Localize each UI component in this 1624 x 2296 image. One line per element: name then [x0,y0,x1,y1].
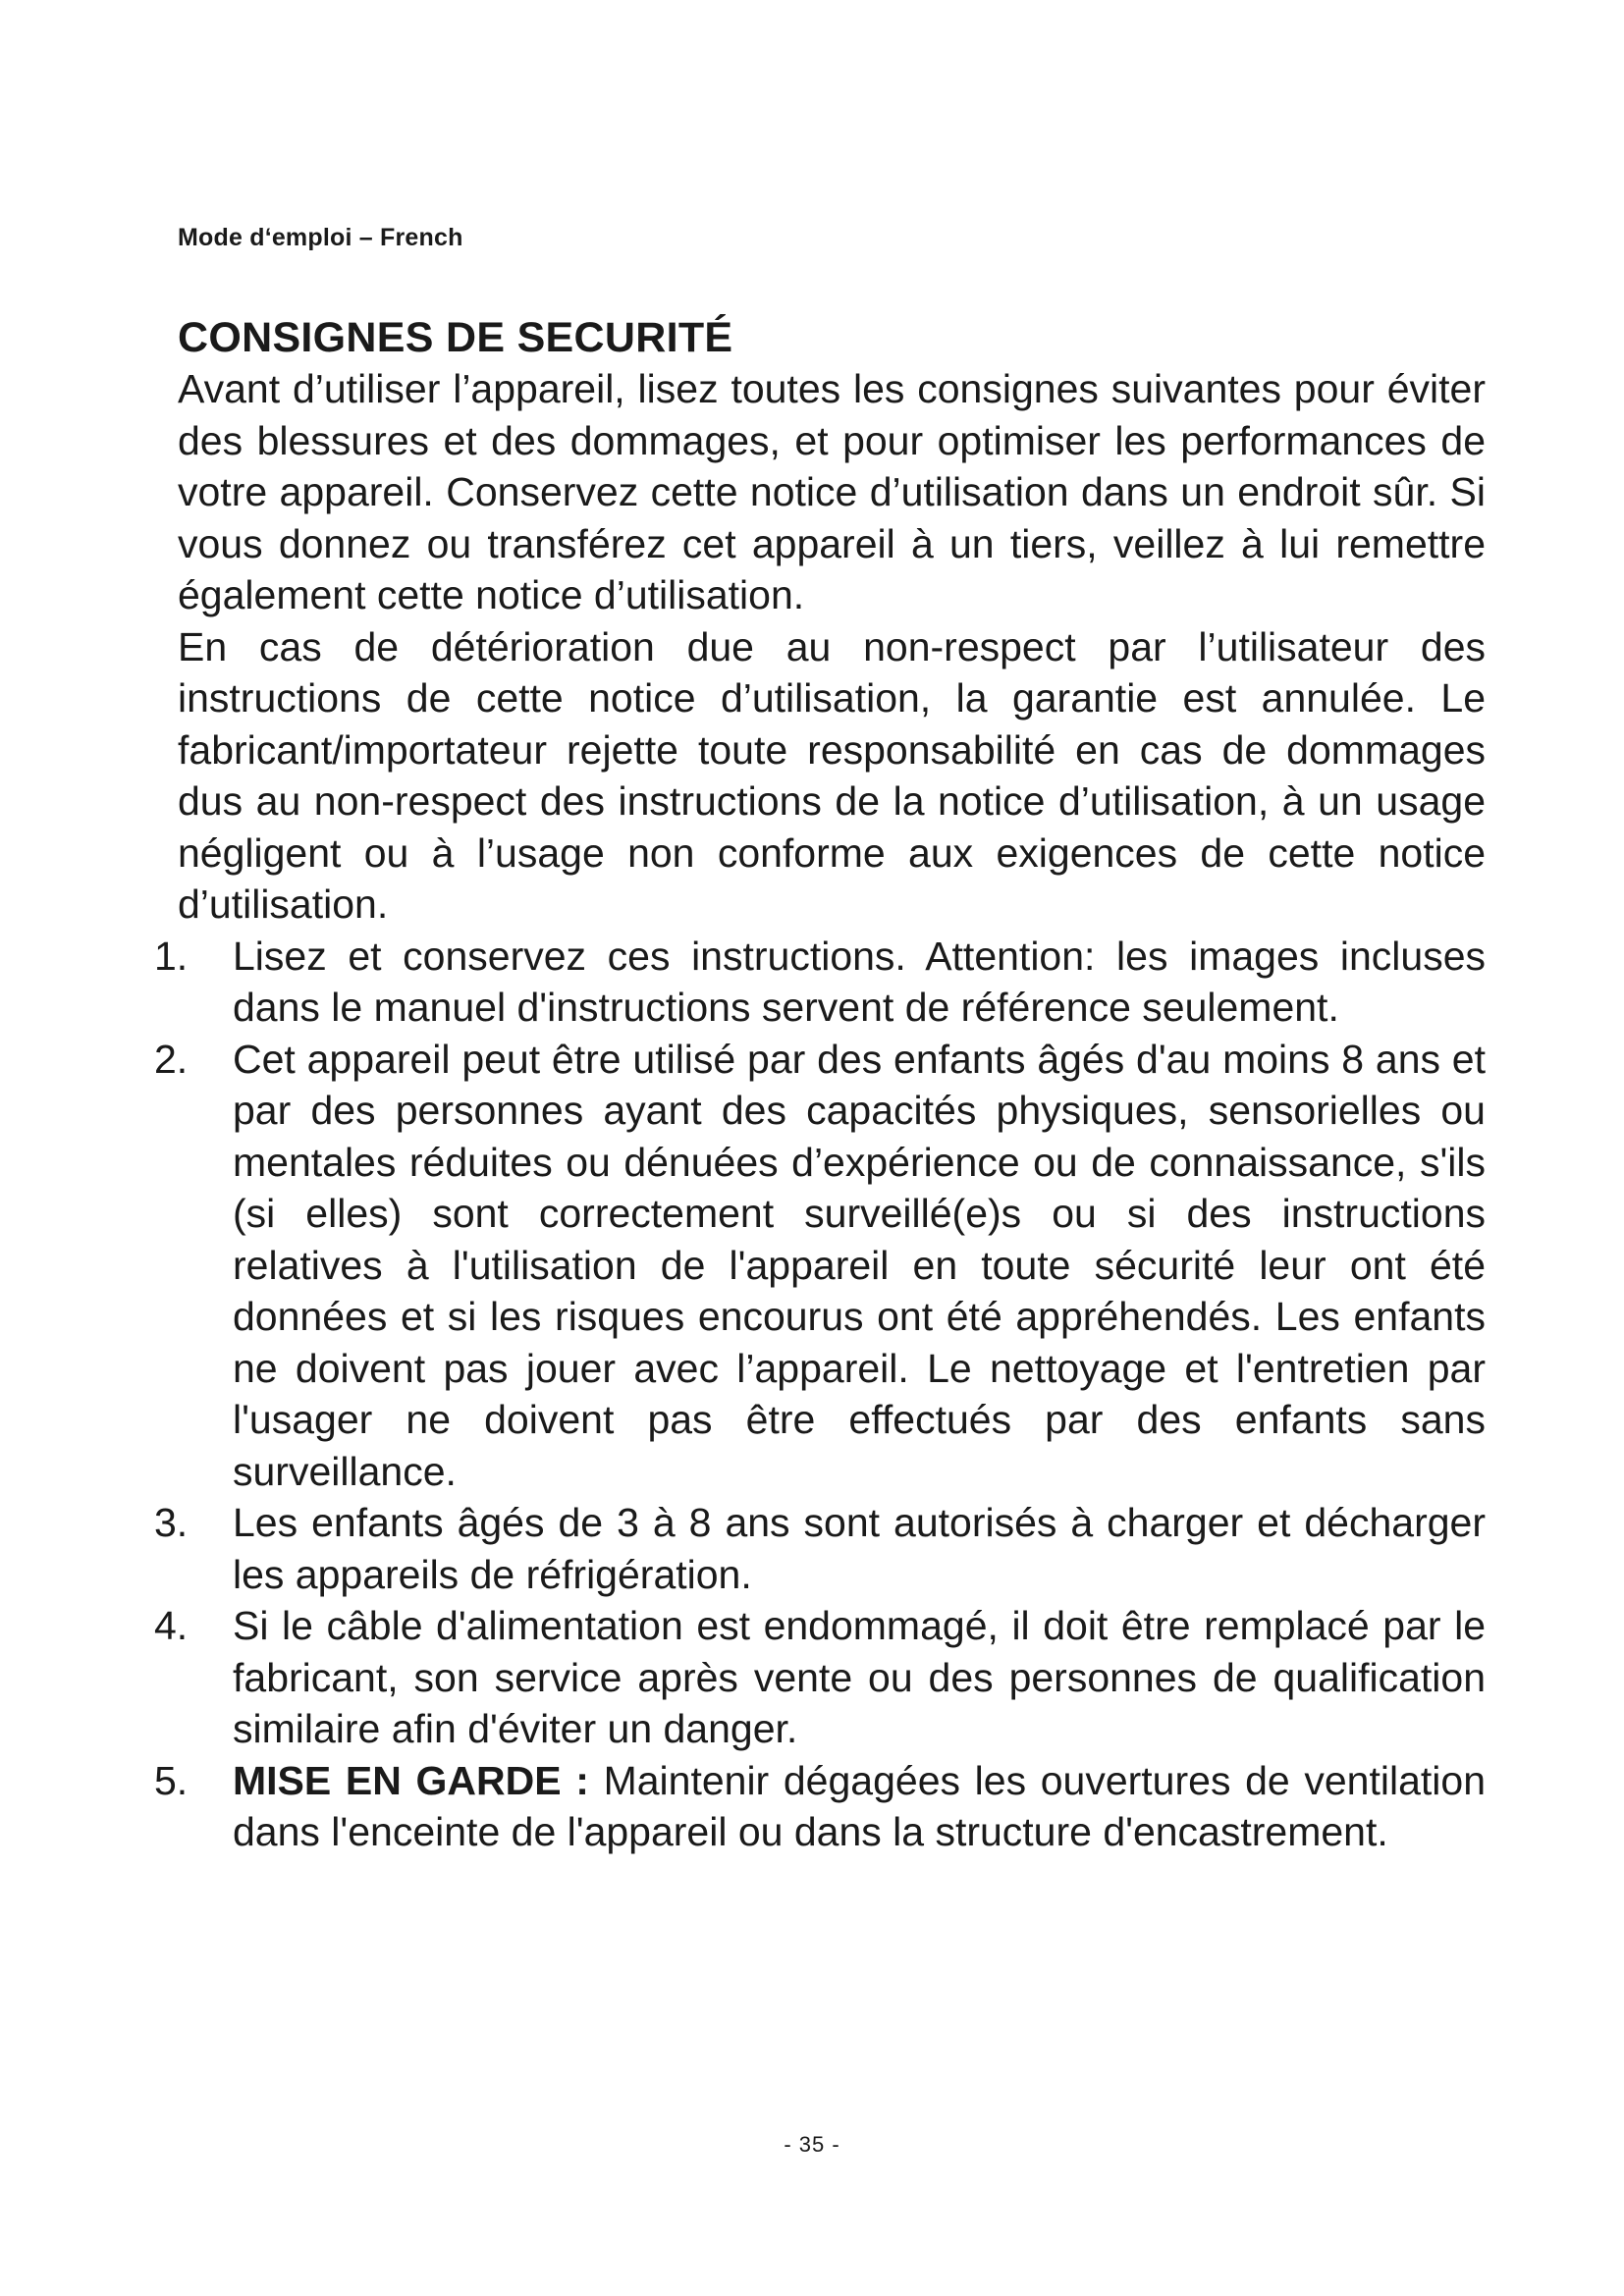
running-header: Mode d‘emploi – French [178,224,463,251]
list-item-number: 4. [154,1603,189,1648]
page-content [154,312,1486,1858]
list-item-number: 5. [154,1757,189,1803]
safety-instructions-list [154,931,1486,1858]
list-item [154,1497,1486,1600]
list-item-text: Cet appareil peut être utilisé par des enfants âgés d'au moins 8 ans et par des personnes ayant des capacités physiques, sensorielles ou mentales réduites ou dénuées d’expérience ou de connaissance, s'ils (si elles) sont correctement surveillé(e)s ou si des instructions relatives à l'utilisation de l'appareil en toute sécurité leur ont été données et si les risques encourus ont été appréhendés. Les enfants ne doivent pas jouer avec l’appareil. Le nettoyage et l'entretien par l'usager ne doivent pas être effectués par des enfants sans surveillance. [233,1036,1486,1494]
list-item-text: Les enfants âgés de 3 à 8 ans sont autorisés à charger et décharger les appareils de réfrigération. [233,1500,1486,1597]
list-item [154,1600,1486,1755]
list-item [154,1755,1486,1858]
list-item-number: 1. [154,933,189,979]
list-item-number: 3. [154,1500,189,1545]
intro-paragraph-2: En cas de détérioration due au non-respect par l’utilisateur des instructions de cette notice d’utilisation, la garantie est annulée. Le fabricant/importateur rejette toute responsabilité en cas de dommages dus au non-respect des instructions de la notice d’utilisation, à un usage négligent ou à l’usage non conforme aux exigences de cette notice d’utilisation. [178,623,1486,927]
list-item-number: 2. [154,1036,189,1082]
section-title: CONSIGNES DE SECURITÉ [178,314,733,361]
page-number: - 35 - [784,2132,840,2157]
warning-label: MISE EN GARDE : [233,1757,589,1803]
list-item-text: Lisez et conservez ces instructions. Attention: les images incluses dans le manuel d'instructions servent de référence seulement. [233,933,1486,1030]
list-item-text: Si le câble d'alimentation est endommagé, il doit être remplacé par le fabricant, son service après vente ou des personnes de qualification similaire afin d'éviter un danger. [233,1603,1486,1751]
list-item [154,931,1486,1034]
list-item-text: Maintenir dégagées les ouvertures de ventilation dans l'enceinte de l'appareil ou dans la structure d'encastrement. [233,1757,1486,1854]
list-item [154,1034,1486,1498]
intro-paragraph-1: Avant d’utiliser l’appareil, lisez toutes les consignes suivantes pour éviter des blessures et des dommages, et pour optimiser les performances de votre appareil. Conservez cette notice d’utilisation dans un endroit sûr. Si vous donnez ou transférez cet appareil à un tiers, veillez à lui remettre également cette notice d’utilisation. [178,366,1486,617]
